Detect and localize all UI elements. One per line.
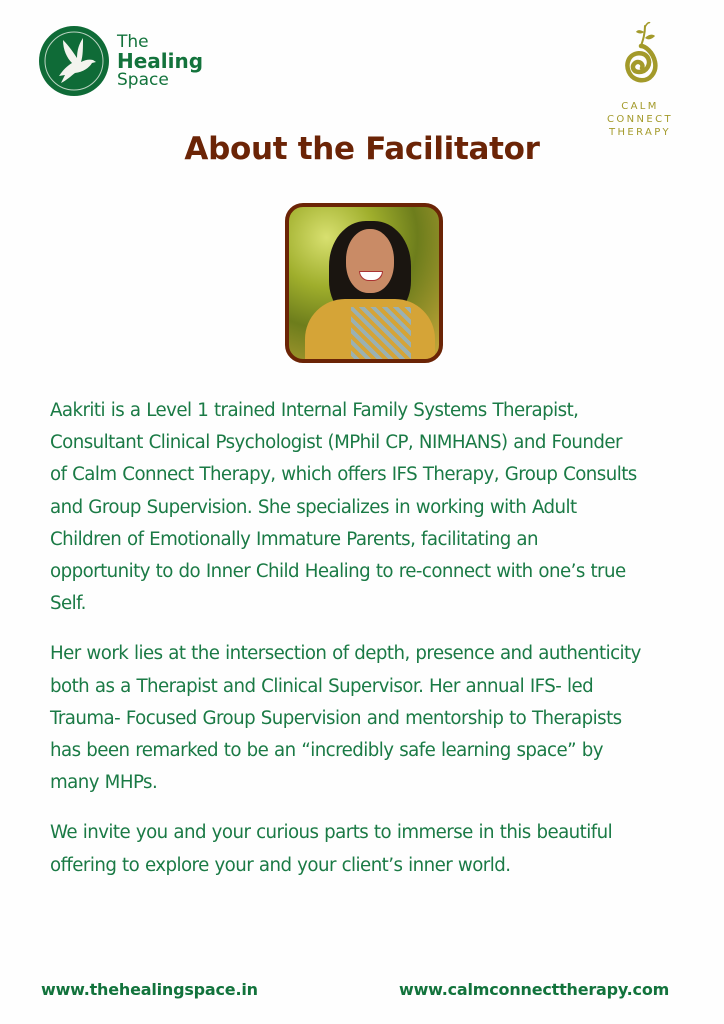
calm-connect-therapy-logo bbox=[598, 20, 682, 139]
bio-line: many MHPs. bbox=[50, 772, 158, 794]
bio-line: of Calm Connect Therapy, which offers IFS Therapy, Group Consults bbox=[50, 464, 637, 486]
the-healing-space-logo bbox=[39, 26, 203, 96]
bio-line: has been remarked to be an “incredibly safe learning space” by bbox=[50, 740, 603, 762]
logo-line-therapy: THERAPY bbox=[608, 127, 672, 138]
dove-icon bbox=[39, 26, 109, 96]
logo-line-calm: CALM bbox=[621, 101, 659, 112]
facilitator-photo bbox=[285, 203, 443, 363]
bio-paragraph-3 bbox=[50, 817, 690, 881]
bio-paragraph-1 bbox=[50, 395, 690, 620]
page-title: About the Facilitator bbox=[184, 131, 540, 167]
logo-line-connect: CONNECT bbox=[606, 114, 674, 125]
bio-line: Self. bbox=[50, 593, 86, 615]
the-healing-space-wordmark bbox=[117, 33, 203, 90]
bio-line: Consultant Clinical Psychologist (MPhil CP, NIMHANS) and Founder bbox=[50, 432, 622, 454]
logo-line-the: The bbox=[117, 31, 149, 52]
bio-line: Children of Emotionally Immature Parents, facilitating an bbox=[50, 528, 538, 550]
bio-line: offering to explore your and your client’s inner world. bbox=[50, 854, 511, 876]
logo-line-healing: Healing bbox=[117, 48, 204, 73]
bio-line: and Group Supervision. She specializes in working with Adult bbox=[50, 496, 577, 518]
facilitator-bio bbox=[50, 395, 690, 882]
calm-connect-website-link[interactable]: www.calmconnecttherapy.com bbox=[399, 980, 670, 999]
bio-paragraph-2 bbox=[50, 638, 690, 799]
healing-space-website-link[interactable]: www.thehealingspace.in bbox=[41, 980, 258, 999]
bio-line: Her work lies at the intersection of depth, presence and authenticity bbox=[50, 643, 641, 665]
bio-line: opportunity to do Inner Child Healing to re-connect with one’s true bbox=[50, 561, 626, 583]
logo-line-space: Space bbox=[117, 69, 169, 90]
bio-line: Aakriti is a Level 1 trained Internal Family Systems Therapist, bbox=[50, 400, 579, 421]
spiral-sprout-icon bbox=[615, 20, 665, 95]
bio-line: We invite you and your curious parts to immerse in this beautiful bbox=[50, 822, 613, 844]
bio-line: Trauma- Focused Group Supervision and mentorship to Therapists bbox=[50, 707, 622, 729]
bio-line: both as a Therapist and Clinical Supervisor. Her annual IFS- led bbox=[50, 675, 594, 697]
